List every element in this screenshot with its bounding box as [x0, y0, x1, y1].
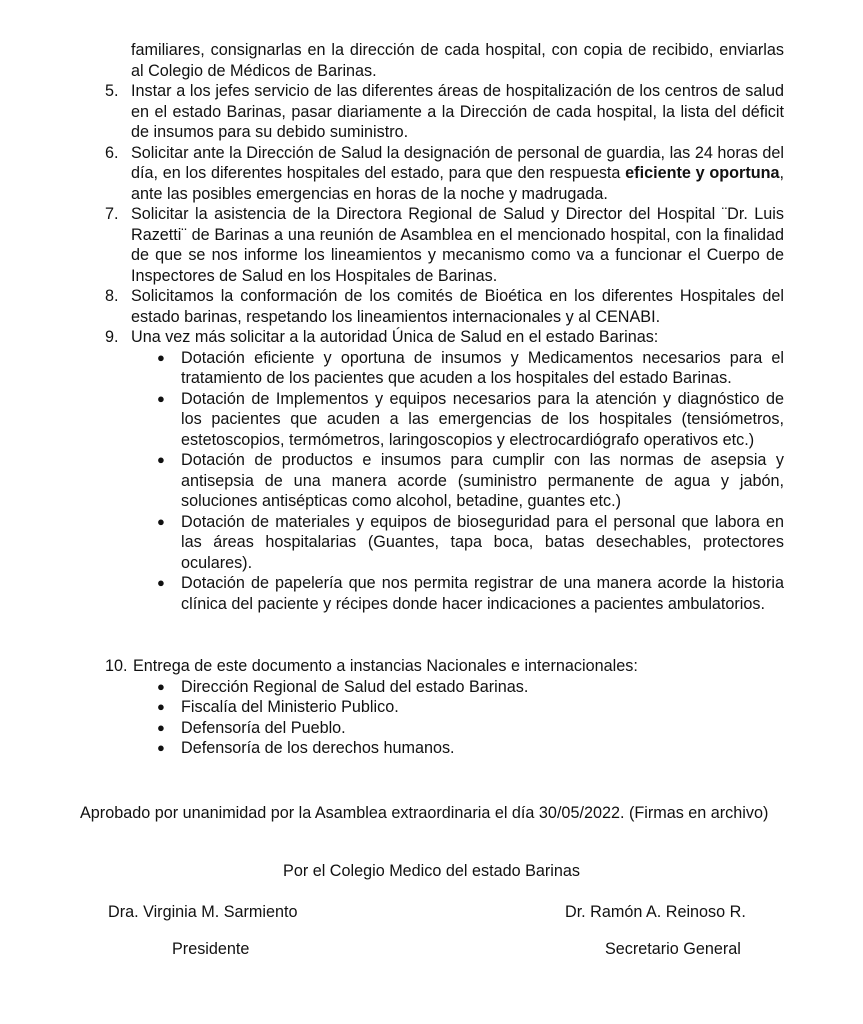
item-number: 10.: [105, 657, 128, 675]
bullet-item: [157, 573, 784, 614]
item-text: Una vez más solicitar a la autoridad Única de Salud en el estado Barinas:: [131, 328, 659, 346]
bullet-text: Dirección Regional de Salud del estado Barinas.: [181, 677, 529, 696]
list-item-5: [105, 81, 784, 143]
bullet-item: [157, 697, 784, 718]
bullet-icon: ●: [157, 390, 165, 406]
item-number: 5.: [105, 82, 119, 100]
bullet-text: Fiscalía del Ministerio Publico.: [181, 698, 399, 716]
signer-role-secretary: Secretario General: [605, 940, 741, 958]
item-9-bullets: [0, 348, 863, 615]
bullet-text: Defensoría del Pueblo.: [181, 718, 346, 737]
bullet-icon: ●: [157, 349, 165, 365]
signer-name-president: Dra. Virginia M. Sarmiento: [108, 903, 298, 921]
bullet-text: Dotación de papelería que nos permita registrar de una manera acorde la historia clínica del paciente y récipes donde hacer indicaciones a pacientes ambulatorios.: [181, 574, 784, 613]
item-text-part: , ante las posibles emergencias en horas de la noche y madrugada.: [131, 164, 784, 203]
organization-line: Por el Colegio Medico del estado Barinas: [283, 862, 580, 880]
bullet-icon: ●: [157, 678, 165, 694]
item-4-continuation: familiares, consignarlas en la dirección de cada hospital, con copia de recibido, enviarlas al Colegio de Médicos de Barinas.: [131, 41, 784, 80]
bullet-text: Dotación de productos e insumos para cumplir con las normas de asepsia y antisepsia de una manera acorde (suministro permanente de agua y jabón, soluciones antisépticas como alcohol, betadine, guantes etc.): [181, 451, 784, 510]
spacer: [0, 614, 863, 656]
bullet-item: [157, 389, 784, 451]
bullet-text: Dotación de materiales y equipos de bioseguridad para el personal que labora en las áreas hospitalarias (Guantes, tapa boca, batas desechables, protectores oculares).: [181, 512, 784, 572]
item-number: 8.: [105, 287, 119, 305]
item-text: Solicitar la asistencia de la Directora Regional de Salud y Director del Hospital ¨Dr. Luis Razetti¨ de Barinas a una reunión de Asamblea en el mencionado hospital, con la finalidad de que se nos informe los lineamientos y mecanismo como va a funcionar el Cuerpo de Inspectores de Salud en los Hospitales de Barinas.: [131, 205, 784, 285]
list-item-6: [105, 143, 784, 205]
list-item-8: [105, 286, 784, 327]
approval-statement: Aprobado por unanimidad por la Asamblea extraordinaria el día 30/05/2022. (Firmas en archivo): [80, 804, 769, 822]
item-text: Instar a los jefes servicio de las diferentes áreas de hospitalización de los centros de salud en el estado Barinas, pasar diariamente a la Dirección de cada hospital, la lista del déficit de insumos para su debido suministro.: [131, 82, 784, 141]
bullet-item: [157, 738, 784, 759]
bullet-item: [157, 348, 784, 389]
bullet-item: [157, 512, 784, 574]
bullet-icon: ●: [157, 719, 165, 735]
item-text-bold: eficiente y oportuna: [625, 164, 780, 182]
item-text: Solicitamos la conformación de los comités de Bioética en los diferentes Hospitales del estado barinas, respetando los lineamientos internacionales y al CENABI.: [131, 287, 784, 326]
item-number: 9.: [105, 328, 119, 346]
bullet-item: [157, 718, 784, 739]
bullet-icon: ●: [157, 513, 165, 529]
item-text-part: Solicitar ante la Dirección de Salud la designación de personal de guardia, las 24 horas del día, en los diferentes hospitales del estado, para que den respuesta: [131, 143, 784, 182]
item-number: 6.: [105, 143, 119, 162]
bullet-text: Defensoría de los derechos humanos.: [181, 739, 455, 757]
bullet-icon: ●: [157, 699, 165, 714]
list-item-7: [105, 204, 784, 286]
bullet-text: Dotación eficiente y oportuna de insumos y Medicamentos necesarios para el tratamiento de los pacientes que acuden a los hospitales del estado Barinas.: [181, 348, 784, 387]
bullet-text: Dotación de Implementos y equipos necesarios para la atención y diagnóstico de los pacientes que acuden a las emergencias de los hospitales (tensiómetros, estetoscopios, termómetros, laringoscopios y electrocardiógrafo operativos etc.): [181, 389, 784, 449]
signer-name-secretary: Dr. Ramón A. Reinoso R.: [565, 903, 746, 921]
item-text: Entrega de este documento a instancias Nacionales e internacionales:: [133, 657, 638, 675]
bullet-icon: ●: [157, 452, 165, 467]
list-item-10: [105, 656, 784, 677]
resolution-list: [0, 40, 863, 759]
item-number: 7.: [105, 205, 119, 223]
item-10-bullets: [0, 677, 863, 759]
bullet-item: [157, 677, 784, 698]
signer-role-president: Presidente: [172, 940, 250, 958]
bullet-item: [157, 450, 784, 512]
bullet-icon: ●: [157, 740, 165, 755]
list-item-9: [105, 327, 784, 348]
bullet-icon: ●: [157, 575, 165, 590]
